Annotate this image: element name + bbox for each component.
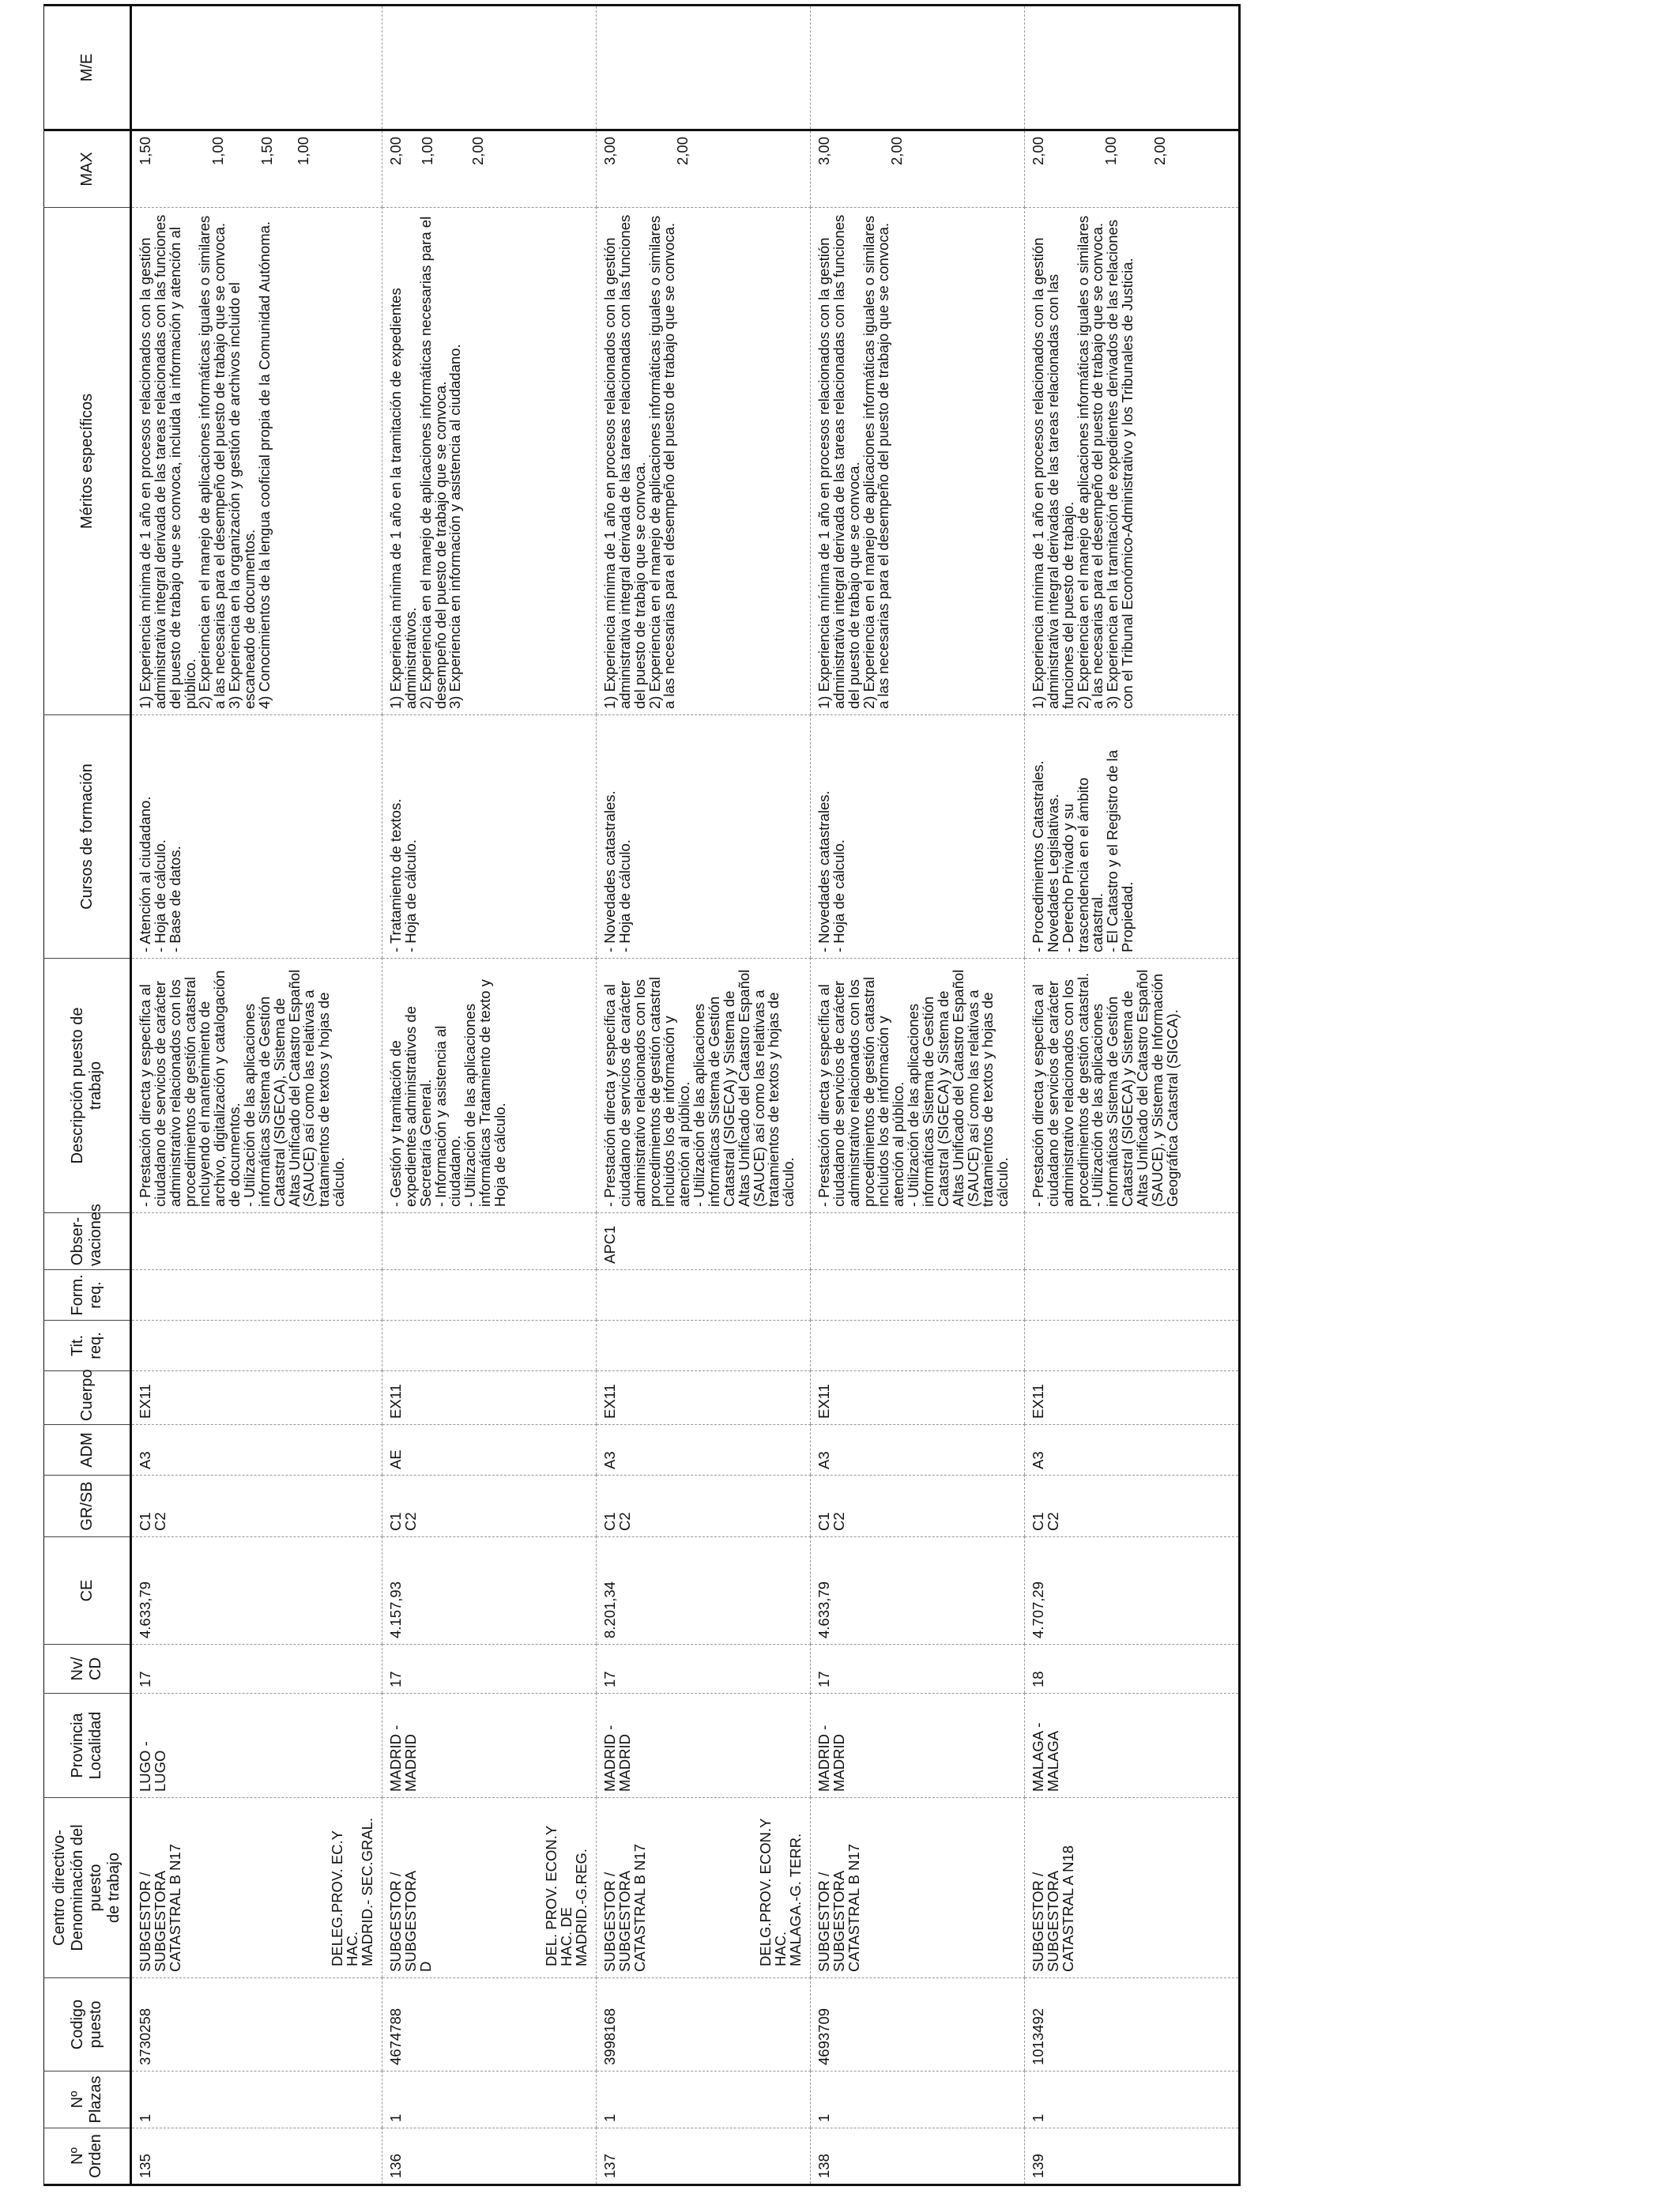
cell-me [1025, 6, 1240, 130]
max-points-list [389, 137, 593, 202]
cell-form [1025, 1270, 1240, 1321]
cell-meritos: 1) Experiencia mínima de 1 año en la tramitación de expedientes administrativos. 2) Experiencia en el manejo de aplicaciones informáticas necesarias para el desempeño del puesto de trabajo que se convoca. 3) Experiencia en información y asistencia al ciudadano. [382, 208, 597, 715]
cell-centro [811, 1798, 1025, 1978]
centro-denominacion: SUBGESTOR / SUBGESTORA CATASTRAL B N17 [816, 1843, 862, 1972]
cell-nivel: 18 [1025, 1645, 1240, 1694]
cell-provincia: MALAGA - MALAGA [1025, 1694, 1240, 1798]
header-orden: Nº Orden [44, 2128, 131, 2185]
cell-form [597, 1270, 811, 1321]
cell-cuerpo: EX11 [597, 1371, 811, 1425]
cell-me [382, 6, 597, 130]
cell-provincia: MADRID - MADRID [811, 1694, 1025, 1798]
cell-obs [811, 1213, 1025, 1270]
cell-max [382, 130, 597, 208]
cell-cuerpo: EX11 [131, 1371, 382, 1425]
table-row [597, 6, 811, 2185]
max-point: 2,00 [674, 137, 691, 166]
cell-orden: 138 [811, 2128, 1025, 2185]
header-grsb: GR/SB [44, 1476, 131, 1537]
header-tit: Tit. req. [44, 1321, 131, 1371]
cell-ce: 4.633,79 [811, 1537, 1025, 1645]
centro-wrapper [603, 1804, 807, 1972]
max-point: 3,00 [601, 137, 618, 166]
cell-me [597, 6, 811, 130]
max-point: 1,00 [419, 137, 435, 166]
cell-obs [131, 1213, 382, 1270]
cell-plazas: 1 [811, 2071, 1025, 2128]
cell-max [1025, 130, 1240, 208]
cell-nivel: 17 [597, 1645, 811, 1694]
max-point: 1,00 [295, 137, 311, 166]
cell-plazas: 1 [382, 2071, 597, 2128]
rotated-table-container [43, 8, 1428, 2186]
cell-centro [131, 1798, 382, 1978]
cell-cursos: - Novedades catastrales. - Hoja de cálculo. [811, 715, 1025, 959]
cell-tit [131, 1321, 382, 1371]
cell-grsb: C1 C2 [811, 1476, 1025, 1537]
max-point: 1,00 [1102, 137, 1119, 166]
cell-ce: 4.157,93 [382, 1537, 597, 1645]
cell-centro [382, 1798, 597, 1978]
centro-denominacion: SUBGESTOR / SUBGESTORA CATASTRAL B N17 [137, 1843, 183, 1972]
cell-adm: A3 [1025, 1425, 1240, 1476]
max-point: 1,50 [137, 137, 153, 166]
cell-centro [1025, 1798, 1240, 1978]
header-meritos: Méritos específicos [44, 208, 131, 715]
centro-denominacion: SUBGESTOR / SUBGESTORA CATASTRAL A N18 [1030, 1845, 1076, 1972]
cell-max [811, 130, 1025, 208]
job-positions-table [43, 4, 1241, 2186]
cell-grsb: C1 C2 [382, 1476, 597, 1537]
header-cuerpo: Cuerpo [44, 1371, 131, 1425]
max-points-list [1031, 137, 1235, 202]
cell-centro [597, 1798, 811, 1978]
cell-obs [1025, 1213, 1240, 1270]
header-me: M/E [44, 6, 131, 130]
table-row [382, 6, 597, 2185]
table-row [131, 6, 382, 2185]
centro-denominacion: SUBGESTOR / SUBGESTORA CATASTRAL B N17 [601, 1843, 648, 1972]
cell-provincia: MADRID - MADRID [597, 1694, 811, 1798]
cell-cursos: - Novedades catastrales. - Hoja de cálculo. [597, 715, 811, 959]
centro-unidad: DELEG.PROV. EC.Y HAC. MADRID.- SEC.GRAL. [329, 1817, 376, 1966]
header-descripcion: Descripción puesto de trabajo [44, 959, 131, 1213]
max-points-list [138, 137, 379, 202]
cell-adm: A3 [811, 1425, 1025, 1476]
cell-nivel: 17 [811, 1645, 1025, 1694]
max-point: 1,00 [209, 137, 226, 166]
cell-me [811, 6, 1025, 130]
cell-obs: APC1 [597, 1213, 811, 1270]
cell-plazas: 1 [1025, 2071, 1240, 2128]
cell-tit [382, 1321, 597, 1371]
centro-wrapper [138, 1804, 379, 1972]
header-plazas: Nº Plazas [44, 2071, 131, 2128]
cell-cuerpo: EX11 [1025, 1371, 1240, 1425]
max-point: 2,00 [1030, 137, 1046, 166]
cell-codigo: 3730258 [131, 1978, 382, 2071]
cell-plazas: 1 [131, 2071, 382, 2128]
table-row [1025, 6, 1240, 2185]
max-point: 2,00 [1151, 137, 1168, 166]
max-points-list [603, 137, 807, 202]
cell-cursos: - Procedimientos Catastrales. Novedades Legislativas. - Derecho Privado y su trascendencia en el ámbito catastral. - El Catastro y el Registro de la Propiedad. [1025, 715, 1240, 959]
table-body [131, 6, 1240, 2185]
cell-max [131, 130, 382, 208]
max-point: 2,00 [387, 137, 404, 166]
cell-descripcion: - Prestación directa y específica al ciudadano de servicios de carácter administrativo relacionados con los procedimientos de gestión catastral incluidos los de información y atención al público. - Utilización de las aplicaciones informáticas Sistema de Gestión Catastral (SIGECA) y Sistema de Altas Unificado del Catastro Español (SAUCE) así como las relativas a tratamientos de textos y hojas de cálculo. [597, 959, 811, 1213]
cell-ce: 4.707,29 [1025, 1537, 1240, 1645]
cell-ce: 8.201,34 [597, 1537, 811, 1645]
cell-adm: A3 [131, 1425, 382, 1476]
cell-codigo: 1013492 [1025, 1978, 1240, 2071]
cell-grsb: C1 C2 [1025, 1476, 1240, 1537]
cell-tit [1025, 1321, 1240, 1371]
cell-obs [382, 1213, 597, 1270]
cell-cuerpo: EX11 [811, 1371, 1025, 1425]
centro-unidad: DELG.PROV. ECON.Y HAC. MALAGA.-G. TERR. [757, 1818, 804, 1966]
cell-plazas: 1 [597, 2071, 811, 2128]
cell-form [382, 1270, 597, 1321]
cell-codigo: 4693709 [811, 1978, 1025, 2071]
max-point: 1,50 [258, 137, 275, 166]
header-max: MAX [44, 130, 131, 208]
header-cursos: Cursos de formación [44, 715, 131, 959]
cell-nivel: 17 [131, 1645, 382, 1694]
cell-provincia: MADRID - MADRID [382, 1694, 597, 1798]
max-point: 2,00 [888, 137, 905, 166]
cell-descripcion: - Prestación directa y específica al ciudadano de servicios de carácter administrativo relacionados con los procedimientos de gestión catastral incluidos los de información y atención al público. - Utilización de las aplicaciones informáticas Sistema de Gestión Catastral (SIGECA) y Sistema de Altas Unificado del Catastro Español (SAUCE) así como las relativas a tratamientos de textos y hojas de cálculo. [811, 959, 1025, 1213]
cell-form [811, 1270, 1025, 1321]
header-codigo: Codigo puesto [44, 1978, 131, 2071]
cell-meritos: 1) Experiencia mínima de 1 año en procesos relacionados con la gestión administrativa integral derivada de las tareas relacionadas con las funciones del puesto de trabajo que se convoca. 2) Experiencia en el manejo de aplicaciones informáticas iguales o similares a las necesarias para el desempeño del puesto de trabajo que se convoca. [811, 208, 1025, 715]
centro-wrapper [389, 1804, 593, 1972]
cell-codigo: 3998168 [597, 1978, 811, 2071]
max-point: 2,00 [469, 137, 486, 166]
centro-denominacion: SUBGESTOR / SUBGESTORA D [387, 1870, 434, 1972]
cell-orden: 139 [1025, 2128, 1240, 2185]
cell-tit [811, 1321, 1025, 1371]
cell-descripcion: - Prestación directa y específica al ciudadano de servicios de carácter administrativo relacionados con los procedimientos de gestión catastral incluyendo el mantenimiento de archivo, digitalización y catalogación de documentos. - Utilización de las aplicaciones informáticas Sistema de Gestión Catastral (SIGECA), Sistema de Altas Unificado del Catastro Español (SAUCE) así como las relativas a tratamientos de textos y hojas de cálculo. [131, 959, 382, 1213]
cell-grsb: C1 C2 [131, 1476, 382, 1537]
cell-adm: A3 [597, 1425, 811, 1476]
cell-orden: 137 [597, 2128, 811, 2185]
cell-orden: 135 [131, 2128, 382, 2185]
centro-wrapper [817, 1804, 1021, 1972]
cell-form [131, 1270, 382, 1321]
cell-cuerpo: EX11 [382, 1371, 597, 1425]
header-ce: CE [44, 1537, 131, 1645]
cell-grsb: C1 C2 [597, 1476, 811, 1537]
cell-me [131, 6, 382, 130]
table-row [811, 6, 1025, 2185]
header-provincia: Provincia Localidad [44, 1694, 131, 1798]
centro-wrapper [1031, 1804, 1235, 1972]
header-form: Form. req. [44, 1270, 131, 1321]
max-points-list [817, 137, 1021, 202]
cell-meritos: 1) Experiencia mínima de 1 año en procesos relacionados con la gestión administrativa integral derivadas de las tareas relacionadas con las funciones del puesto de trabajo. 2) Experiencia en el manejo de aplicaciones informáticas iguales o similares a las necesarias para el desempeño del puesto de trabajo que se convoca. 3) Experiencia en la tramitación de expedientes derivados de las relaciones con el Tribunal Económico-Administrativo y los Tribunales de Justicia. [1025, 208, 1240, 715]
cell-codigo: 4674788 [382, 1978, 597, 2071]
header-adm: ADM [44, 1425, 131, 1476]
max-point: 3,00 [816, 137, 832, 166]
header-row [44, 6, 131, 2185]
centro-unidad: DEL. PROV. ECON.Y HAC. DE MADRID.-G.REG. [543, 1826, 590, 1966]
header-centro: Centro directivo- Denominación del puesto de trabajo [44, 1798, 131, 1978]
cell-provincia: LUGO - LUGO [131, 1694, 382, 1798]
cell-ce: 4.633,79 [131, 1537, 382, 1645]
cell-descripcion: - Gestión y tramitación de expedientes administrativos de Secretaría General. - Información y asistencia al ciudadano. - Utilización de las aplicaciones informáticas Tratamiento de texto y Hoja de cálculo. [382, 959, 597, 1213]
cell-adm: AE [382, 1425, 597, 1476]
cell-nivel: 17 [382, 1645, 597, 1694]
header-obs: Obser- vaciones [44, 1213, 131, 1270]
cell-cursos: - Atención al ciudadano. - Hoja de cálculo. - Base de datos. [131, 715, 382, 959]
cell-cursos: - Tratamiento de textos. - Hoja de cálculo. [382, 715, 597, 959]
cell-meritos: 1) Experiencia mínima de 1 año en procesos relacionados con la gestión administrativa integral derivada de las tareas relacionadas con las funciones del puesto de trabajo que se convoca, incluida la información y atención al público. 2) Experiencia en el manejo de aplicaciones informáticas iguales o similares a las necesarias para el desempeño del puesto de trabajo que se convoca. 3) Experiencia en la organización y gestión de archivos incluido el escaneado de documentos. 4) Conocimientos de la lengua cooficial propia de la Comunidad Autónoma. [131, 208, 382, 715]
cell-max [597, 130, 811, 208]
cell-orden: 136 [382, 2128, 597, 2185]
cell-descripcion: - Prestación directa y específica al ciudadano de servicios de carácter administrativo relacionados con los procedimientos de gestión catastral. - Utilización de las aplicaciones informáticas Sistema de Gestión Catastral (SIGECA) y Sistema de Altas Unificado del Catastro Español (SAUCE), y Sistema de Información Geográfica Catastral (SIGCA). [1025, 959, 1240, 1213]
header-nivel: Nv/ CD [44, 1645, 131, 1694]
cell-meritos: 1) Experiencia mínima de 1 año en procesos relacionados con la gestión administrativa integral derivada de las tareas relacionadas con las funciones del puesto de trabajo que se convoca. 2) Experiencia en el manejo de aplicaciones informáticas iguales o similares a las necesarias para el desempeño del puesto de trabajo que se convoca. [597, 208, 811, 715]
cell-tit [597, 1321, 811, 1371]
